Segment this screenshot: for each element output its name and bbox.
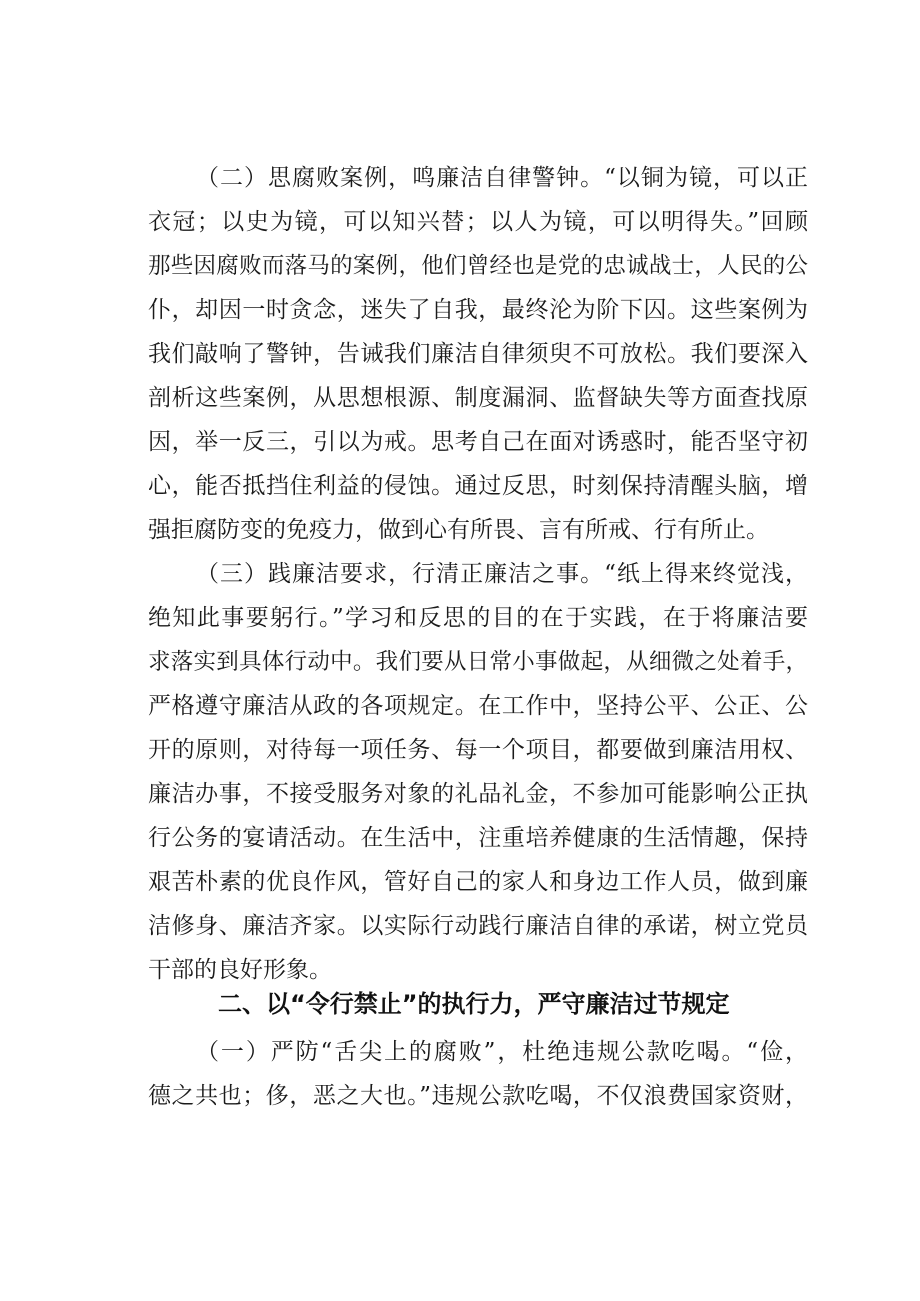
paragraph-line: 德之共也；侈，恶之大也。”违规公款吃喝，不仅浪费国家资财， — [148, 1083, 808, 1109]
paragraph-line: 行公务的宴请活动。在生活中，注重培养健康的生活情趣，保持 — [148, 825, 808, 851]
paragraph-prevent-banquet-corruption — [148, 1030, 808, 1118]
paragraph-line: 艰苦朴素的优良作风，管好自己的家人和身边工作人员，做到廉 — [148, 869, 808, 895]
paragraph-line: 廉洁办事，不接受服务对象的礼品礼金，不参加可能影响公正执 — [148, 781, 808, 807]
paragraph-line: （一）严防“舌尖上的腐败”，杜绝违规公款吃喝。“俭， — [196, 1039, 808, 1065]
paragraph-line: 绝知此事要躬行。”学习和反思的目的在于实践，在于将廉洁要 — [148, 605, 808, 631]
paragraph-line: 求落实到具体行动中。我们要从日常小事做起，从细微之处着手， — [148, 649, 808, 675]
paragraph-line: 强拒腐防变的免疫力，做到心有所畏、言有所戒、行有所止。 — [148, 517, 769, 543]
paragraph-line: 严格遵守廉洁从政的各项规定。在工作中，坚持公平、公正、公 — [148, 693, 808, 719]
paragraph-line: 剖析这些案例，从思想根源、制度漏洞、监督缺失等方面查找原 — [148, 385, 808, 411]
section-heading: 二、以“令行禁止”的执行力，严守廉洁过节规定 — [218, 990, 730, 1018]
paragraph-line: 心，能否抵挡住利益的侵蚀。通过反思，时刻保持清醒头脑，增 — [148, 473, 808, 499]
paragraph-line: （二）思腐败案例，鸣廉洁自律警钟。“以铜为镜，可以正 — [196, 165, 808, 191]
paragraph-line: 开的原则，对待每一项任务、每一个项目，都要做到廉洁用权、 — [148, 737, 808, 763]
paragraph-line: 洁修身、廉洁齐家。以实际行动践行廉洁自律的承诺，树立党员 — [148, 913, 808, 939]
paragraph-line: 干部的良好形象。 — [148, 957, 332, 983]
paragraph-practice-integrity — [148, 552, 808, 992]
paragraph-line: （三）践廉洁要求，行清正廉洁之事。“纸上得来终觉浅， — [196, 561, 808, 587]
paragraph-line: 我们敲响了警钟，告诫我们廉洁自律须臾不可放松。我们要深入 — [148, 341, 808, 367]
paragraph-line: 因，举一反三，引以为戒。思考自己在面对诱惑时，能否坚守初 — [148, 429, 808, 455]
paragraph-line: 那些因腐败而落马的案例，他们曾经也是党的忠诚战士，人民的公 — [148, 253, 808, 279]
paragraph-line: 仆，却因一时贪念，迷失了自我，最终沦为阶下囚。这些案例为 — [148, 297, 808, 323]
paragraph-line: 衣冠；以史为镜，可以知兴替；以人为镜，可以明得失。”回顾 — [148, 209, 808, 235]
paragraph-reflect-corruption-cases — [148, 156, 808, 552]
